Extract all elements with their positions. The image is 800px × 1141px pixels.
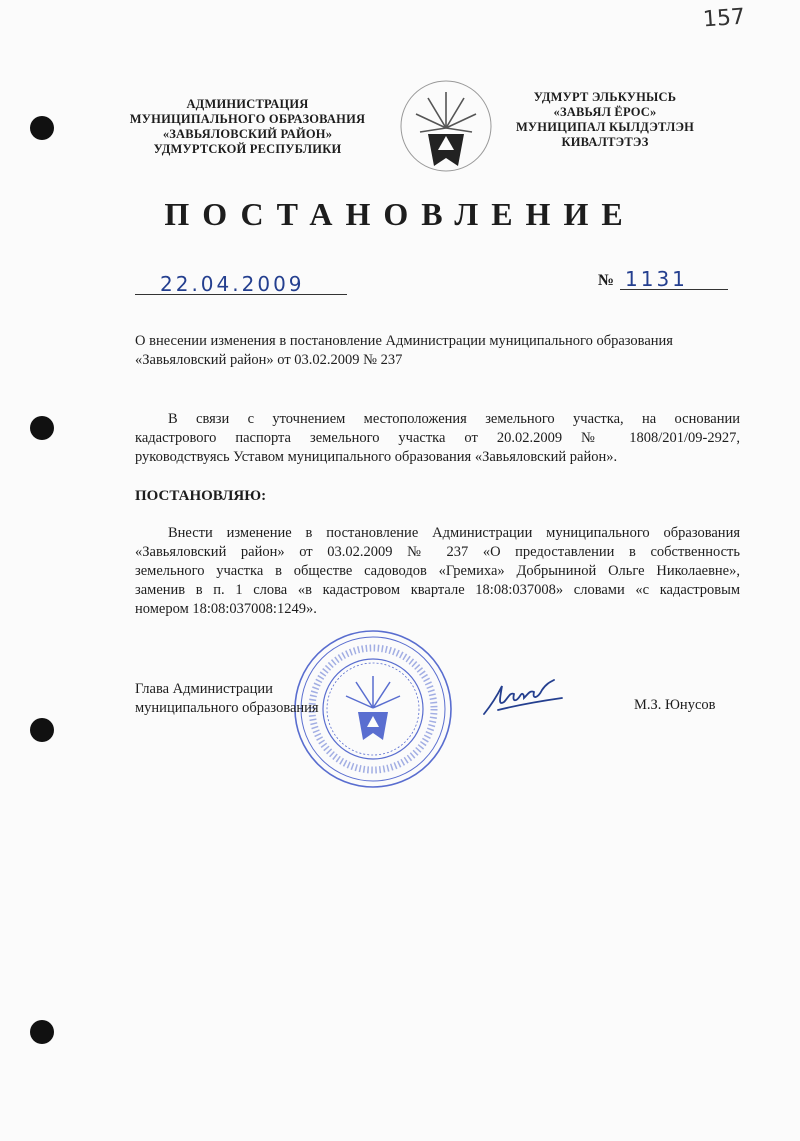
body-line: Внести изменение в постановление Администрации муниципального образования	[168, 525, 740, 541]
subject-line: «Завьяловский район» от 03.02.2009 № 237	[135, 352, 403, 368]
number-label: №	[598, 272, 615, 289]
punch-hole	[30, 116, 54, 140]
header-right-line: КИВАЛТЭТЭЗ	[561, 135, 649, 149]
header-left-line: «ЗАВЬЯЛОВСКИЙ РАЙОН»	[162, 127, 333, 141]
coat-of-arms-emblem	[398, 78, 494, 174]
header-right-line: «ЗАВЬЯЛ ЁРОС»	[553, 105, 657, 119]
header-left	[115, 97, 380, 157]
handwritten-signature	[478, 672, 568, 722]
body-line: земельного участка в обществе садоводов «Гремиха» Добрыниной Ольге Николаевне»,	[135, 563, 740, 579]
header-left-line: АДМИНИСТРАЦИЯ	[186, 97, 309, 111]
subject-line: О внесении изменения в постановление Администрации муниципального образования	[135, 333, 673, 349]
signatory-position	[135, 680, 395, 718]
header-left-line: МУНИЦИПАЛЬНОГО ОБРАЗОВАНИЯ	[129, 112, 366, 126]
signatory-name: М.З. Юнусов	[634, 697, 716, 713]
page-number: 157	[702, 4, 746, 33]
document-number: 1131	[625, 267, 688, 291]
body-line: заменив в п. 1 слова «в кадастровом квартале 18:08:037008» словами «с кадастровым	[135, 582, 740, 598]
body-line: «Завьяловский район» от 03.02.2009 № 237 «О предоставлении в собственность	[135, 544, 740, 560]
punch-hole	[30, 416, 54, 440]
header-left-line: УДМУРТСКОЙ РЕСПУБЛИКИ	[153, 142, 342, 156]
decree-word: ПОСТАНОВЛЯЮ:	[135, 488, 267, 504]
preamble-paragraph	[135, 410, 740, 467]
body-line: номером 18:08:037008:1249».	[135, 601, 317, 617]
document-date: 22.04.2009	[160, 272, 305, 296]
punch-hole	[30, 1020, 54, 1044]
preamble-line: руководствуясь Уставом муниципального образования «Завьяловский район».	[135, 449, 618, 465]
preamble-line: кадастрового паспорта земельного участка от 20.02.2009 № 1808/201/09-2927,	[135, 430, 740, 446]
preamble-line: В связи с уточнением местоположения земельного участка, на основании	[168, 411, 740, 427]
document-title: ПОСТАНОВЛЕНИЕ	[164, 196, 636, 232]
body-paragraph	[135, 524, 740, 619]
header-right-line: УДМУРТ ЭЛЬКУНЫСЬ	[533, 90, 677, 104]
document-subject	[135, 332, 735, 370]
header-right	[505, 90, 705, 150]
position-line: муниципального образования	[135, 700, 319, 716]
position-line: Глава Администрации	[135, 681, 273, 697]
punch-hole	[30, 718, 54, 742]
header-right-line: МУНИЦИПАЛ КЫЛДЭТЛЭН	[515, 120, 695, 134]
